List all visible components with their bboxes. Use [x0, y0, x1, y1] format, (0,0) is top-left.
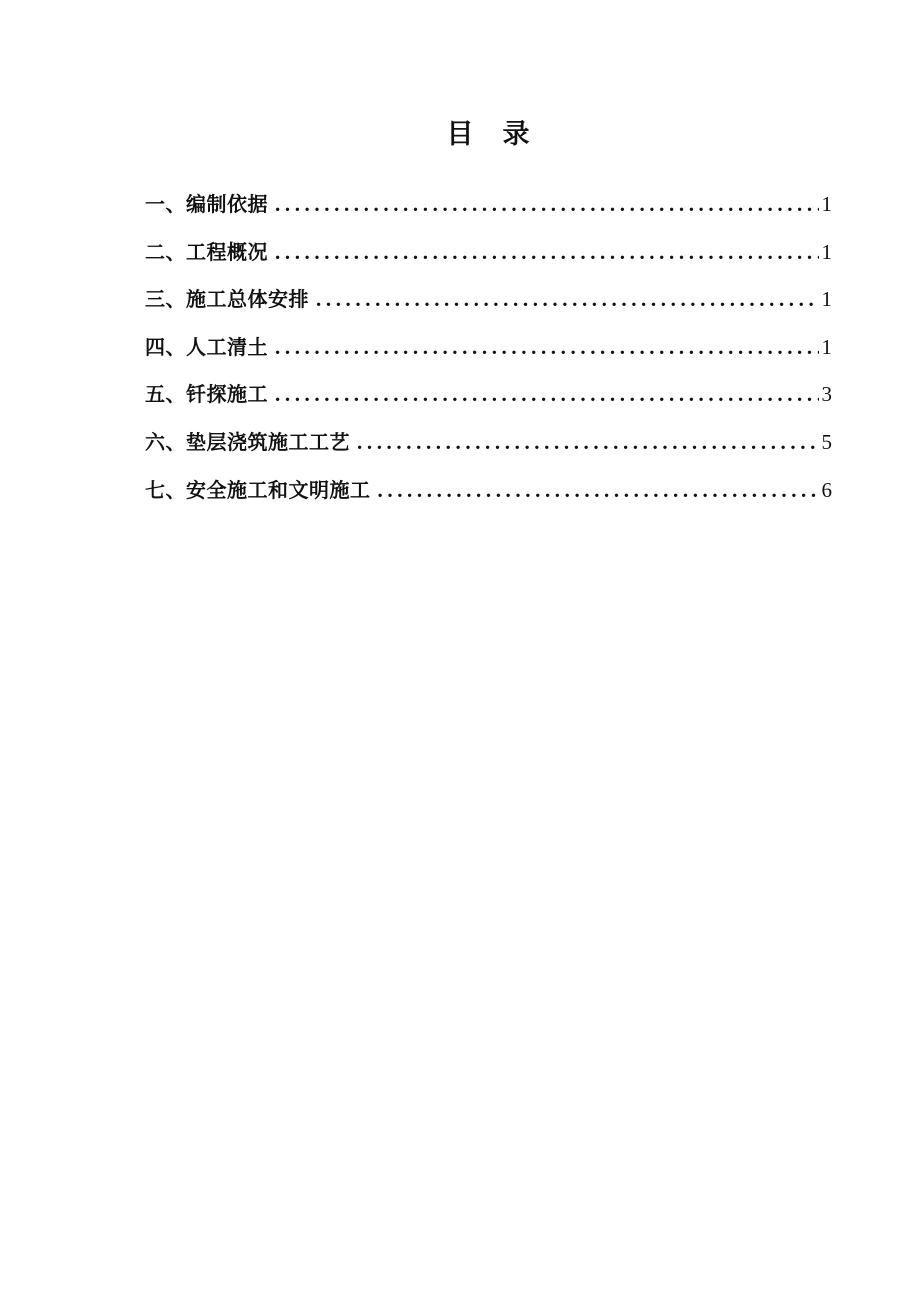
- toc-entry-page: 6: [821, 477, 832, 502]
- page-title: 目 录: [446, 119, 531, 149]
- toc-entry-label: 七、安全施工和文明施工: [145, 479, 371, 502]
- toc-entry[interactable]: [145, 182, 832, 230]
- toc-entry-page: 1: [821, 334, 832, 359]
- toc-leader-dots: [378, 478, 819, 503]
- toc-leader-dots: [275, 240, 819, 265]
- toc-entry-page: 1: [821, 239, 832, 264]
- toc-entry[interactable]: [145, 420, 832, 468]
- toc-leader-dots: [357, 430, 819, 455]
- toc-leader-dots: [275, 192, 819, 217]
- toc-entry[interactable]: [145, 277, 832, 325]
- toc-entry-label: 二、工程概况: [145, 241, 268, 264]
- toc-entry-label: 五、钎探施工: [145, 384, 268, 407]
- toc-entry[interactable]: [145, 325, 832, 373]
- toc-entry-page: 5: [821, 429, 832, 454]
- toc-entry-page: 1: [821, 287, 832, 312]
- toc-leader-dots: [275, 382, 819, 407]
- toc-entry-label: 四、人工清土: [145, 336, 268, 359]
- table-of-contents: [145, 182, 832, 515]
- toc-leader-dots: [275, 335, 819, 360]
- toc-entry-label: 六、垫层浇筑施工工艺: [145, 431, 350, 454]
- toc-entry[interactable]: [145, 372, 832, 420]
- toc-entry-page: 1: [821, 192, 832, 216]
- toc-entry-label: 一、编制依据: [145, 194, 268, 216]
- toc-entry-page: 3: [821, 382, 832, 407]
- page-content: [0, 0, 920, 515]
- toc-entry-label: 三、施工总体安排: [145, 289, 309, 312]
- toc-entry[interactable]: [145, 230, 832, 278]
- toc-leader-dots: [316, 287, 819, 312]
- toc-entry[interactable]: [145, 468, 832, 516]
